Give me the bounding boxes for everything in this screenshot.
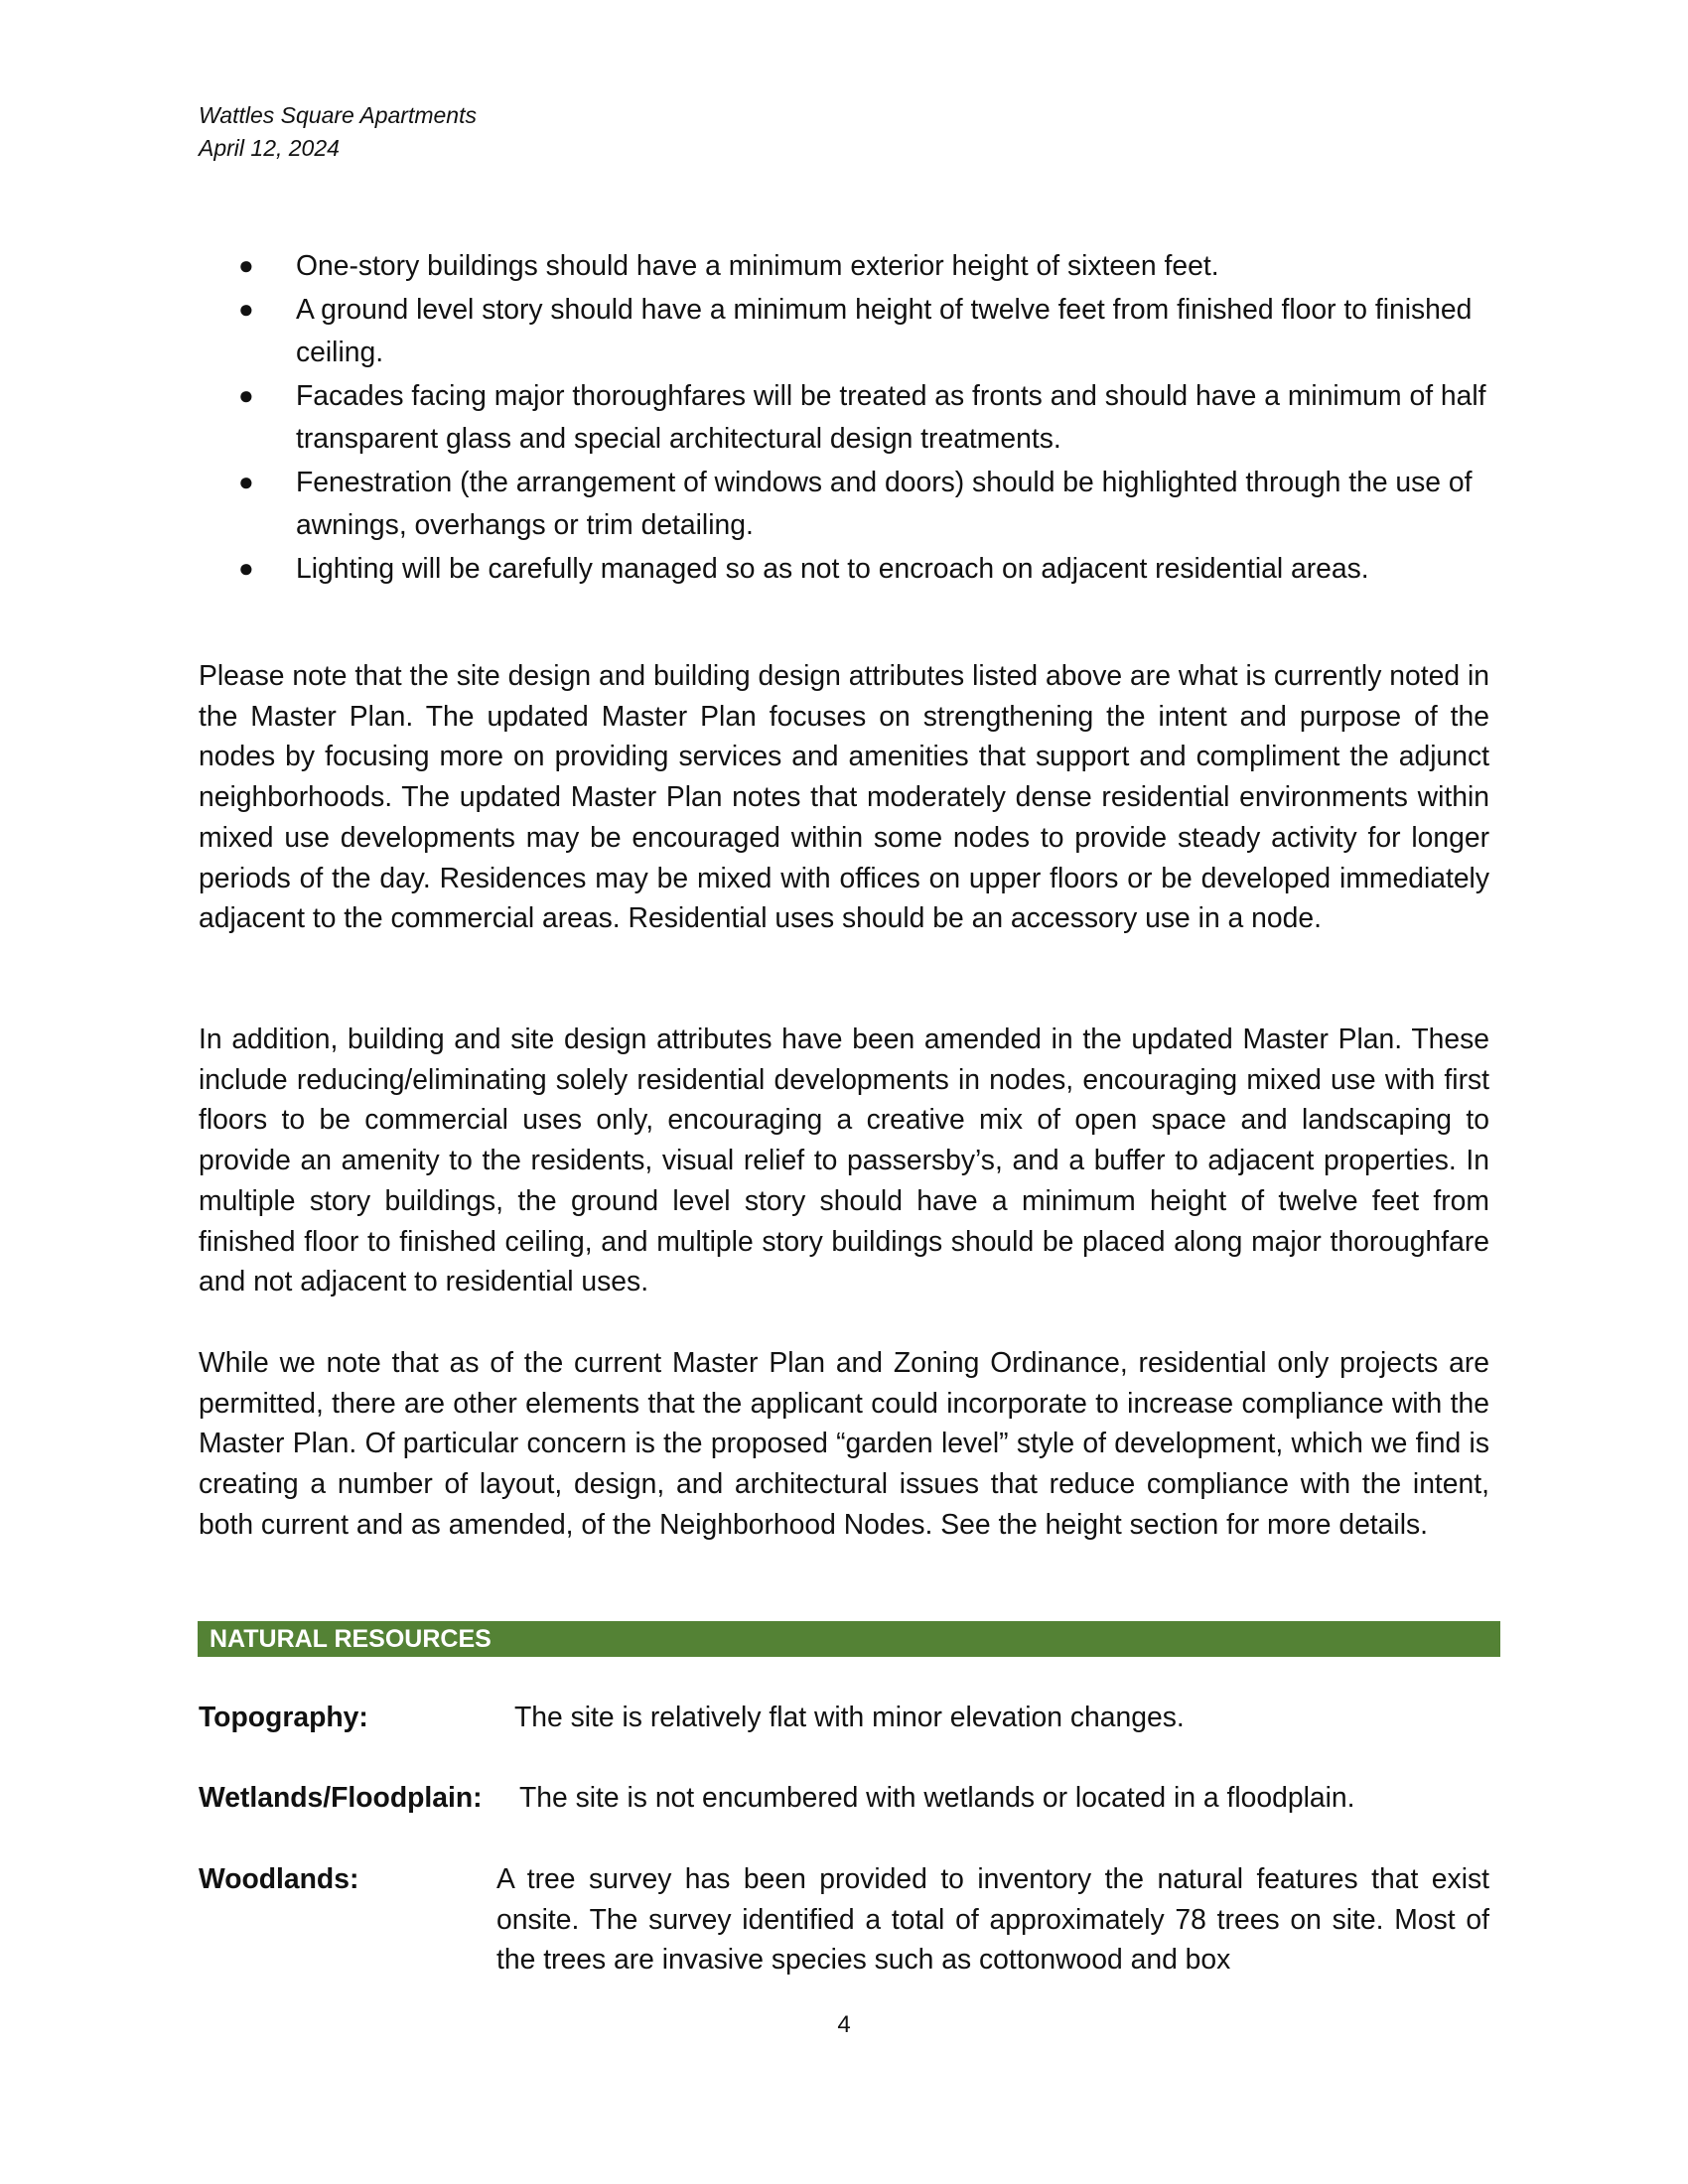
list-item-text: Lighting will be carefully managed so as not to encroach on adjacent residential areas. [296, 551, 1369, 584]
wetlands-floodplain-label: Wetlands/Floodplain: [199, 1781, 483, 1813]
paragraph-master-plan-note: Please note that the site design and building design attributes listed above are what is currently noted in the Master Plan. The updated Master Plan focuses on strengthening the intent and purpose of the nodes by focusing more on providing services and amenities that support and compliment the adjunct neighborhoods. The updated Master Plan notes that moderately dense residential environments within mixed use developments may be encouraged within some nodes to provide steady activity for longer periods of the day. Residences may be mixed with offices on upper floors or be developed immediately adjacent to the commercial areas. Residential uses should be an accessory use in a node. [199, 659, 1489, 934]
topography-text: The site is relatively flat with minor elevation changes. [514, 1701, 1185, 1732]
list-item [238, 374, 1489, 461]
bullet-icon: ● [238, 379, 254, 410]
page-header [199, 99, 477, 165]
section-title: NATURAL RESOURCES [210, 1625, 492, 1653]
header-date: April 12, 2024 [199, 135, 340, 161]
woodlands-label: Woodlands: [199, 1862, 359, 1894]
topography-label: Topography: [199, 1701, 368, 1732]
list-item-text: Fenestration (the arrangement of windows and doors) should be highlighted through the use of awnings, overhangs or trim detailing. [296, 465, 1473, 540]
bullet-icon: ● [238, 466, 254, 496]
list-item-text: A ground level story should have a minimum height of twelve feet from finished floor to finished ceiling. [296, 292, 1473, 367]
woodlands-text: A tree survey has been provided to inventory the natural features that exist onsite. The survey identified a total of approximately 78 trees on site. Most of the trees are invasive species such as cottonwood and box [496, 1862, 1489, 1976]
bullet-icon: ● [238, 250, 254, 280]
design-requirements-list [238, 244, 1489, 590]
paragraph-compliance-concerns: While we note that as of the current Master Plan and Zoning Ordinance, residential only projects are permitted, there are other elements that the applicant could incorporate to increase compliance with the Master Plan. Of particular concern is the proposed “garden level” style of development, which we find is creating a number of layout, design, and architectural issues that reduce compliance with the intent, both current and as amended, of the Neighborhood Nodes. See the height section for more details. [199, 1346, 1489, 1540]
list-item [238, 461, 1489, 547]
paragraph-design-amendments: In addition, building and site design attributes have been amended in the updated Master Plan. These include reducing/eliminating solely residential developments in nodes, encouraging mixed use with first floors to be commercial uses only, encouraging a creative mix of open space and landscaping to provide an amenity to the residents, visual relief to passersby’s, and a buffer to adjacent properties. In multiple story buildings, the ground level story should have a minimum height of twelve feet from finished floor to finished ceiling, and multiple story buildings should be placed along major thoroughfare and not adjacent to residential uses. [199, 1023, 1489, 1297]
list-item-text: Facades facing major thoroughfares will be treated as fronts and should have a minimum of half transparent glass and special architectural design treatments. [296, 378, 1486, 454]
list-item-text: One-story buildings should have a minimum exterior height of sixteen feet. [296, 249, 1219, 281]
header-title: Wattles Square Apartments [199, 102, 477, 128]
list-item [238, 547, 1489, 591]
page-number: 4 [837, 2011, 851, 2038]
list-item [238, 244, 1489, 288]
section-header-bar [198, 1621, 1500, 1657]
wetlands-floodplain-text: The site is not encumbered with wetlands or located in a floodplain. [519, 1781, 1355, 1813]
list-item [238, 288, 1489, 374]
bullet-icon: ● [238, 552, 254, 583]
bullet-icon: ● [238, 293, 254, 324]
